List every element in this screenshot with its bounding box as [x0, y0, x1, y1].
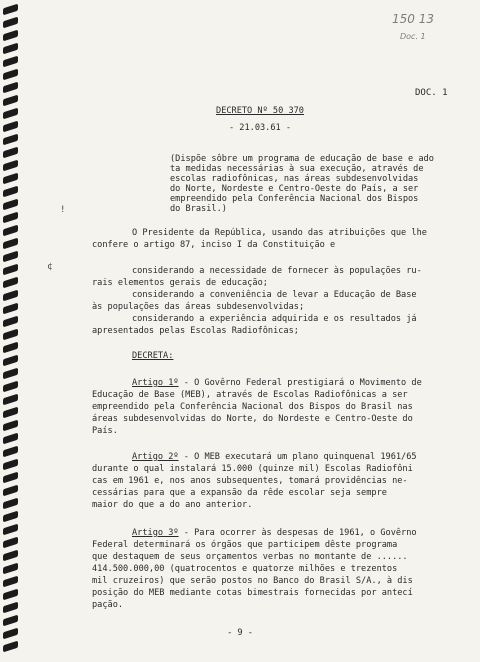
binding-hole [3, 537, 18, 549]
decree-date: - 21.03.61 - [228, 123, 292, 133]
binding-hole [3, 446, 18, 458]
article-1-text: - O Govêrno Federal prestigiará o Movimento de [178, 378, 422, 388]
binding-hole [3, 43, 18, 55]
binding-hole [3, 277, 18, 289]
article-2-line: cas em 1961 e, nos anos subsequentes, tomará providências ne- [92, 476, 408, 486]
consider-line: considerando a necessidade de fornecer às populações ru- [132, 266, 422, 276]
article-2-line: cessárias para que a expansão da rêde escolar seja sempre [92, 488, 387, 498]
article-3-line: mil cruzeiros) que serão postos no Banco do Brasil S/A., à dis [92, 576, 413, 586]
binding-hole [3, 160, 18, 172]
binding-hole [3, 485, 18, 497]
binding-hole [3, 108, 18, 120]
summary-line: escolas radiofônicas, nas áreas subdesenvolvidas [170, 174, 419, 184]
summary-line: do Brasil.) [170, 204, 227, 214]
binding-hole [3, 316, 18, 328]
summary-line: (Dispõe sôbre um programa de educação de base e ado [170, 154, 434, 164]
binding-hole [3, 264, 18, 276]
binding-hole [3, 602, 18, 614]
binding-hole [3, 472, 18, 484]
binding-hole [3, 95, 18, 107]
binding-hole [3, 121, 18, 133]
decreta-heading: DECRETA: [132, 351, 174, 361]
summary-line: ta medidas necessárias à sua execução, através de [170, 164, 424, 174]
binding-hole [3, 511, 18, 523]
binding-hole [3, 186, 18, 198]
binding-hole [3, 342, 18, 354]
binding-hole [3, 251, 18, 263]
binding-hole [3, 615, 18, 627]
binding-hole [3, 628, 18, 640]
binding-hole [3, 82, 18, 94]
article-2-text: - O MEB executará um plano quinquenal 1961/65 [178, 452, 417, 462]
binding-hole [3, 225, 18, 237]
article-1-line: País. [92, 426, 118, 436]
binding-hole [3, 589, 18, 601]
binding-hole [3, 498, 18, 510]
article-1-first-line [132, 378, 422, 388]
handwritten-number: 150 13 [392, 12, 434, 26]
binding-hole [3, 459, 18, 471]
binding-hole [3, 641, 18, 653]
binding-hole [3, 212, 18, 224]
binding-hole [3, 329, 18, 341]
binding-hole [3, 17, 18, 29]
binding-hole [3, 290, 18, 302]
binding-hole [3, 550, 18, 562]
binding-hole [3, 199, 18, 211]
margin-mark: ! [60, 205, 66, 215]
article-3-text: - Para ocorrer às despesas de 1961, o Govêrno [178, 528, 417, 538]
binding-hole [3, 303, 18, 315]
article-3-label: Artigo 3º [132, 528, 179, 538]
consider-line: considerando a conveniência de levar a Educação de Base [132, 290, 417, 300]
article-3-line: Federal determinará os órgãos que participem dêste programa [92, 540, 398, 550]
binding-hole [3, 433, 18, 445]
handwritten-sub: Doc. 1 [400, 32, 426, 41]
intro-line: O Presidente da República, usando das atribuições que lhe [132, 228, 427, 238]
article-1-line: Educação de Base (MEB), através de Escolas Radiofônicas a ser [92, 390, 408, 400]
binding-hole [3, 407, 18, 419]
binding-hole [3, 394, 18, 406]
binding-holes [0, 0, 22, 662]
binding-hole [3, 4, 18, 16]
consider-line: apresentados pelas Escolas Radiofônicas; [92, 326, 299, 336]
article-3-line: pação. [92, 600, 124, 610]
consider-line: rais elementos gerais de educação; [92, 278, 268, 288]
article-2-label: Artigo 2º [132, 452, 179, 462]
binding-hole [3, 69, 18, 81]
article-2-first-line [132, 452, 417, 462]
consider-line: às populações das áreas subdesenvolvidas; [92, 302, 305, 312]
binding-hole [3, 56, 18, 68]
binding-hole [3, 576, 18, 588]
binding-hole [3, 134, 18, 146]
binding-hole [3, 563, 18, 575]
binding-hole [3, 355, 18, 367]
binding-hole [3, 30, 18, 42]
binding-hole [3, 238, 18, 250]
page-number: - 9 - [227, 628, 253, 638]
consider-line: considerando a experiência adquirida e os resultados já [132, 314, 417, 324]
summary-line: empreendido pela Conferência Nacional dos Bispos [170, 194, 419, 204]
article-1-line: empreendido pela Conferência Nacional dos Bispos do Brasil nas [92, 402, 413, 412]
article-3-first-line [132, 528, 417, 538]
article-2-line: durante o qual instalará 15.000 (quinze mil) Escolas Radiofôni [92, 464, 413, 474]
article-3-line: que destaquem de seus orçamentos verbas no montante de ...... [92, 552, 408, 562]
article-3-line: posição do MEB mediante cotas bimestrais fornecidas por antecí [92, 588, 413, 598]
doc-label: DOC. 1 [415, 88, 448, 98]
binding-hole [3, 173, 18, 185]
article-2-line: maior do que a do ano anterior. [92, 500, 253, 510]
intro-line: confere o artigo 87, inciso I da Constituição e [92, 240, 336, 250]
binding-hole [3, 524, 18, 536]
binding-hole [3, 147, 18, 159]
article-3-line: 414.500.000,00 (quatrocentos e quatorze milhões e trezentos [92, 564, 398, 574]
margin-mark: ¢ [47, 262, 53, 272]
article-1-label: Artigo 1º [132, 378, 179, 388]
binding-hole [3, 381, 18, 393]
decree-title: DECRETO Nº 50 370 [216, 106, 304, 116]
binding-hole [3, 420, 18, 432]
article-1-line: áreas subdesenvolvidas do Norte, do Nordeste e Centro-Oeste do [92, 414, 413, 424]
binding-hole [3, 368, 18, 380]
summary-line: do Norte, Nordeste e Centro-Oeste do País, a ser [170, 184, 419, 194]
